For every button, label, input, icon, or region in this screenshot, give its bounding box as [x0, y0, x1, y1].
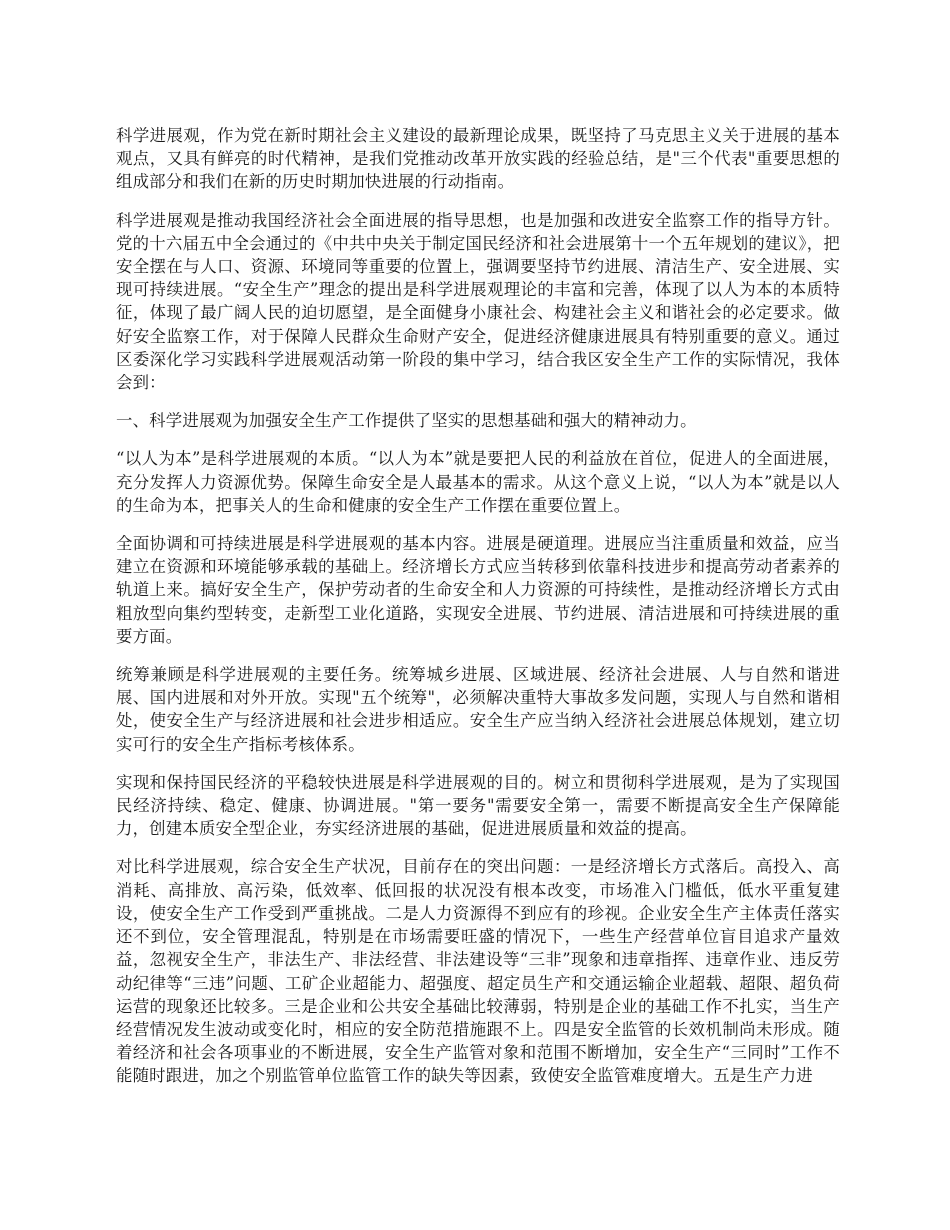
section-heading-1: 一、科学进展观为加强安全生产工作提供了坚实的思想基础和强大的精神动力。	[116, 411, 697, 431]
document-page	[116, 124, 840, 1103]
paragraph-intro: 科学进展观，作为党在新时期社会主义建设的最新理论成果，既坚持了马克思主义关于进展的基本观点，又具有鲜亮的时代精神，是我们党推动改革开放实践的经验总结，是"三个代表"重要思想的组成部分和我们在新的历史时期加快进展的行动指南。	[116, 126, 840, 192]
paragraph-overall-planning: 统筹兼顾是科学进展观的主要任务。统筹城乡进展、区域进展、经济社会进展、人与自然和谐进展、国内进展和对外开放。实现"五个统筹"，必须解决重特大事故多发问题，实现人与自然和谐相处，使安全生产与经济进展和社会进步相适应。安全生产应当纳入经济社会进展总体规划，建立切实可行的安全生产指标考核体系。	[116, 665, 840, 754]
paragraph-goal: 实现和保持国民经济的平稳较快进展是科学进展观的目的。树立和贯彻科学进展观，是为了实现国民经济持续、稳定、健康、协调进展。"第一要务"需要安全第一，需要不断提高安全生产保障能力，创建本质安全型企业，夯实经济进展的基础，促进进展质量和效益的提高。	[116, 772, 840, 839]
paragraph-guiding-principle: 科学进展观是推动我国经济社会全面进展的指导思想，也是加强和改进安全监察工作的指导方针。党的十六届五中全会通过的《中共中央关于制定国民经济和社会进展第十一个五年规划的建议》，把安全摆在与人口、资源、环境同等重要的位置上，强调要坚持节约进展、清洁生产、安全进展、实现可持续进展。“安全生产”理念的提出是科学进展观理论的丰富和完善，体现了以人为本的本质特征，体现了最广阔人民的迫切愿望，是全面健身小康社会、构建社会主义和谐社会的必定要求。做好安全监察工作，对于保障人民群众生命财产安全，促进经济健康进展具有特别重要的意义。通过区委深化学习实践科学进展观活动第一阶段的集中学习，结合我区安全生产工作的实际情况，我体会到：	[116, 210, 840, 393]
paragraph-people-oriented: “以人为本”是科学进展观的本质。“以人为本”就是要把人民的利益放在首位，促进人的全面进展，充分发挥人力资源优势。保障生命安全是人最基本的需求。从这个意义上说，“以人为本”就是以人的生命为本，把事关人的生命和健康的安全生产工作摆在重要位置上。	[116, 449, 840, 515]
paragraph-sustainable: 全面协调和可持续进展是科学进展观的基本内容。进展是硬道理。进展应当注重质量和效益，应当建立在资源和环境能够承载的基础上。经济增长方式应当转移到依靠科技进步和提高劳动者素养的轨道上来。搞好安全生产，保护劳动者的生命安全和人力资源的可持续性，是推动经济增长方式由粗放型向集约型转变，走新型工业化道路，实现安全进展、节约进展、清洁进展和可持续进展的重要方面。	[116, 534, 840, 646]
paragraph-problems: 对比科学进展观，综合安全生产状况，目前存在的突出问题：一是经济增长方式落后。高投入、高消耗、高排放、高污染，低效率、低回报的状况没有根本改变，市场准入门槛低，低水平重复建设，使安全生产工作受到严重挑战。二是人力资源得不到应有的珍视。企业安全生产主体责任落实还不到位，安全管理混乱，特别是在市场需要旺盛的情况下，一些生产经营单位盲目追求产量效益，忽视安全生产，非法生产、非法经营、非法建设等“三非”现象和违章指挥、违章作业、违反劳动纪律等“三违”问题、工矿企业超能力、超强度、超定员生产和交通运输企业超载、超限、超负荷运营的现象还比较多。三是企业和公共安全基础比较薄弱，特别是企业的基础工作不扎实，当生产经营情况发生波动或变化时，相应的安全防范措施跟不上。四是安全监管的长效机制尚未形成。随着经济和社会各项事业的不断进展，安全生产监管对象和范围不断增加，安全生产“三同时”工作不能随时跟进，加之个别监管单位监管工作的缺失等因素，致使安全监管难度增大。五是生产力进	[116, 857, 840, 1086]
